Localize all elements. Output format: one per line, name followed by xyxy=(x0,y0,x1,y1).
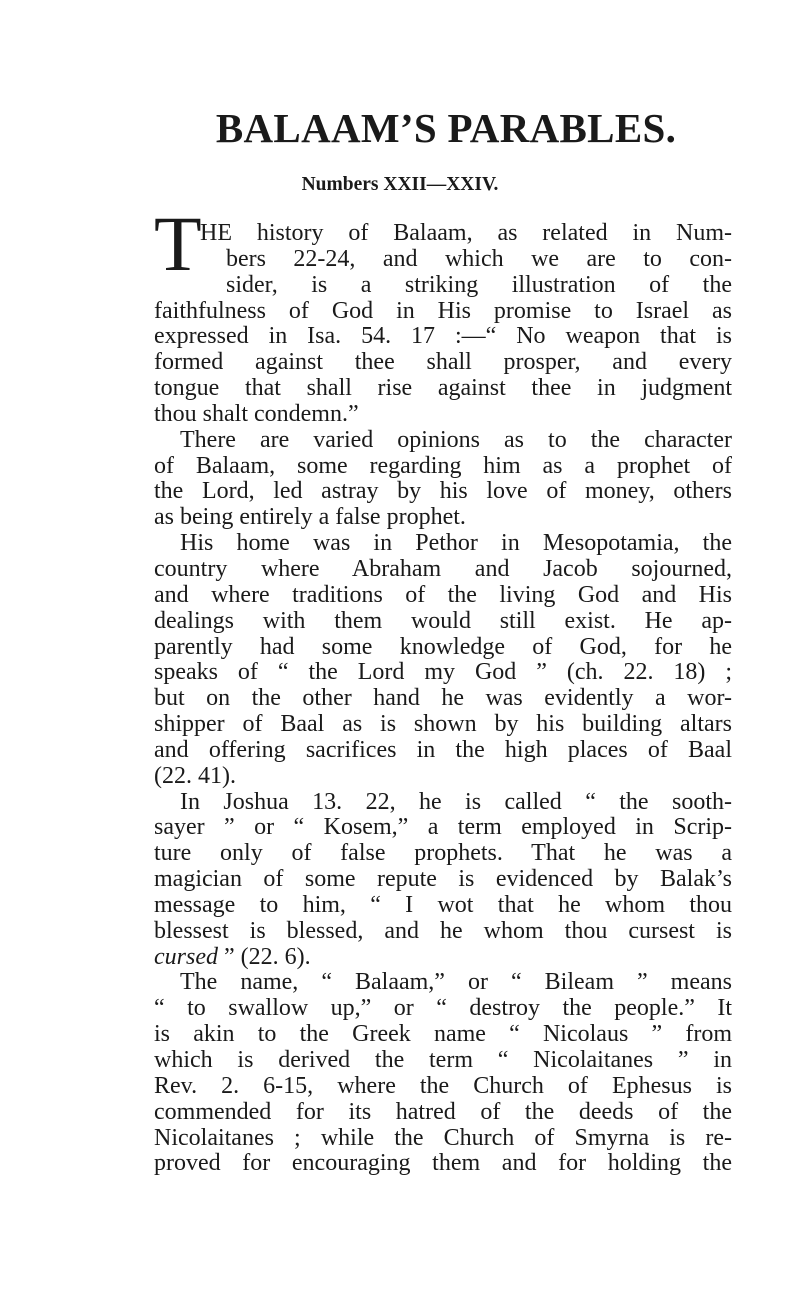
italic-word: cursed xyxy=(154,944,218,970)
text-line: formed against thee shall prosper, and every xyxy=(154,350,732,376)
text-line: sider, is a striking illustration of the xyxy=(226,272,732,298)
text-line: In Joshua 13. 22, he is called “ the sooth- xyxy=(180,789,732,815)
text-line: bers 22-24, and which we are to con- xyxy=(226,246,732,272)
text-line: the Lord, led astray by his love of money, others xyxy=(154,479,732,505)
text-line: tongue that shall rise against thee in judgment xyxy=(154,376,732,402)
text-line: as being entirely a false prophet. xyxy=(154,505,466,531)
article-body xyxy=(154,221,732,1177)
text-line: shipper of Baal as is shown by his building altars xyxy=(154,712,732,738)
text-line: Nicolaitanes ; while the Church of Smyrna is re- xyxy=(154,1125,732,1151)
text-line: which is derived the term “ Nicolaitanes ” in xyxy=(154,1048,732,1073)
text-line: Rev. 2. 6-15, where the Church of Ephesus is xyxy=(154,1073,732,1099)
text-line: His home was in Pethor in Mesopotamia, the xyxy=(180,531,732,557)
text-line: commended for its hatred of the deeds of the xyxy=(154,1099,732,1125)
text-line: of Balaam, some regarding him as a prophet of xyxy=(154,453,732,479)
text-line: thou shalt condemn.” xyxy=(154,401,359,427)
text-line: message to him, “ I wot that he whom thou xyxy=(154,892,732,918)
page-subtitle: Numbers XXII—XXIV. xyxy=(301,174,499,195)
text-line: country where Abraham and Jacob sojourned, xyxy=(154,556,732,582)
text-line: faithfulness of God in His promise to Israel as xyxy=(154,298,732,324)
text-line: and offering sacrifices in the high places of Baal xyxy=(154,737,732,763)
drop-cap: T xyxy=(154,200,202,287)
text-line xyxy=(154,945,732,971)
text-line: “ to swallow up,” or “ destroy the people.” It xyxy=(154,996,732,1022)
text-line: speaks of “ the Lord my God ” (ch. 22. 18) ; xyxy=(154,660,732,686)
page-title: BALAAM’S PARABLES. xyxy=(215,105,677,151)
text-line: magician of some repute is evidenced by Balak’s xyxy=(154,867,732,893)
citation: ” (22. 6). xyxy=(217,944,311,970)
text-line: proved for encouraging them and for holding the xyxy=(154,1151,732,1177)
text-line: and where traditions of the living God and His xyxy=(154,582,732,608)
text-line: is akin to the Greek name “ Nicolaus ” from xyxy=(154,1022,732,1048)
text-line: sayer ” or “ Kosem,” a term employed in Scrip- xyxy=(154,815,732,841)
text-line: The name, “ Balaam,” or “ Bileam ” means xyxy=(180,970,732,996)
text-line: blessest is blessed, and he whom thou cursest is xyxy=(154,918,732,944)
text-line: HE history of Balaam, as related in Num- xyxy=(200,221,732,246)
text-line: dealings with them would still exist. He ap- xyxy=(154,608,732,634)
text-line: expressed in Isa. 54. 17 :—“ No weapon that is xyxy=(154,324,732,350)
text-line: There are varied opinions as to the character xyxy=(180,427,732,453)
text-line: ture only of false prophets. That he was a xyxy=(154,841,732,867)
text-line: parently had some knowledge of God, for he xyxy=(154,634,732,660)
text-line: (22. 41). xyxy=(154,763,236,789)
text-line: but on the other hand he was evidently a wor- xyxy=(154,686,732,712)
